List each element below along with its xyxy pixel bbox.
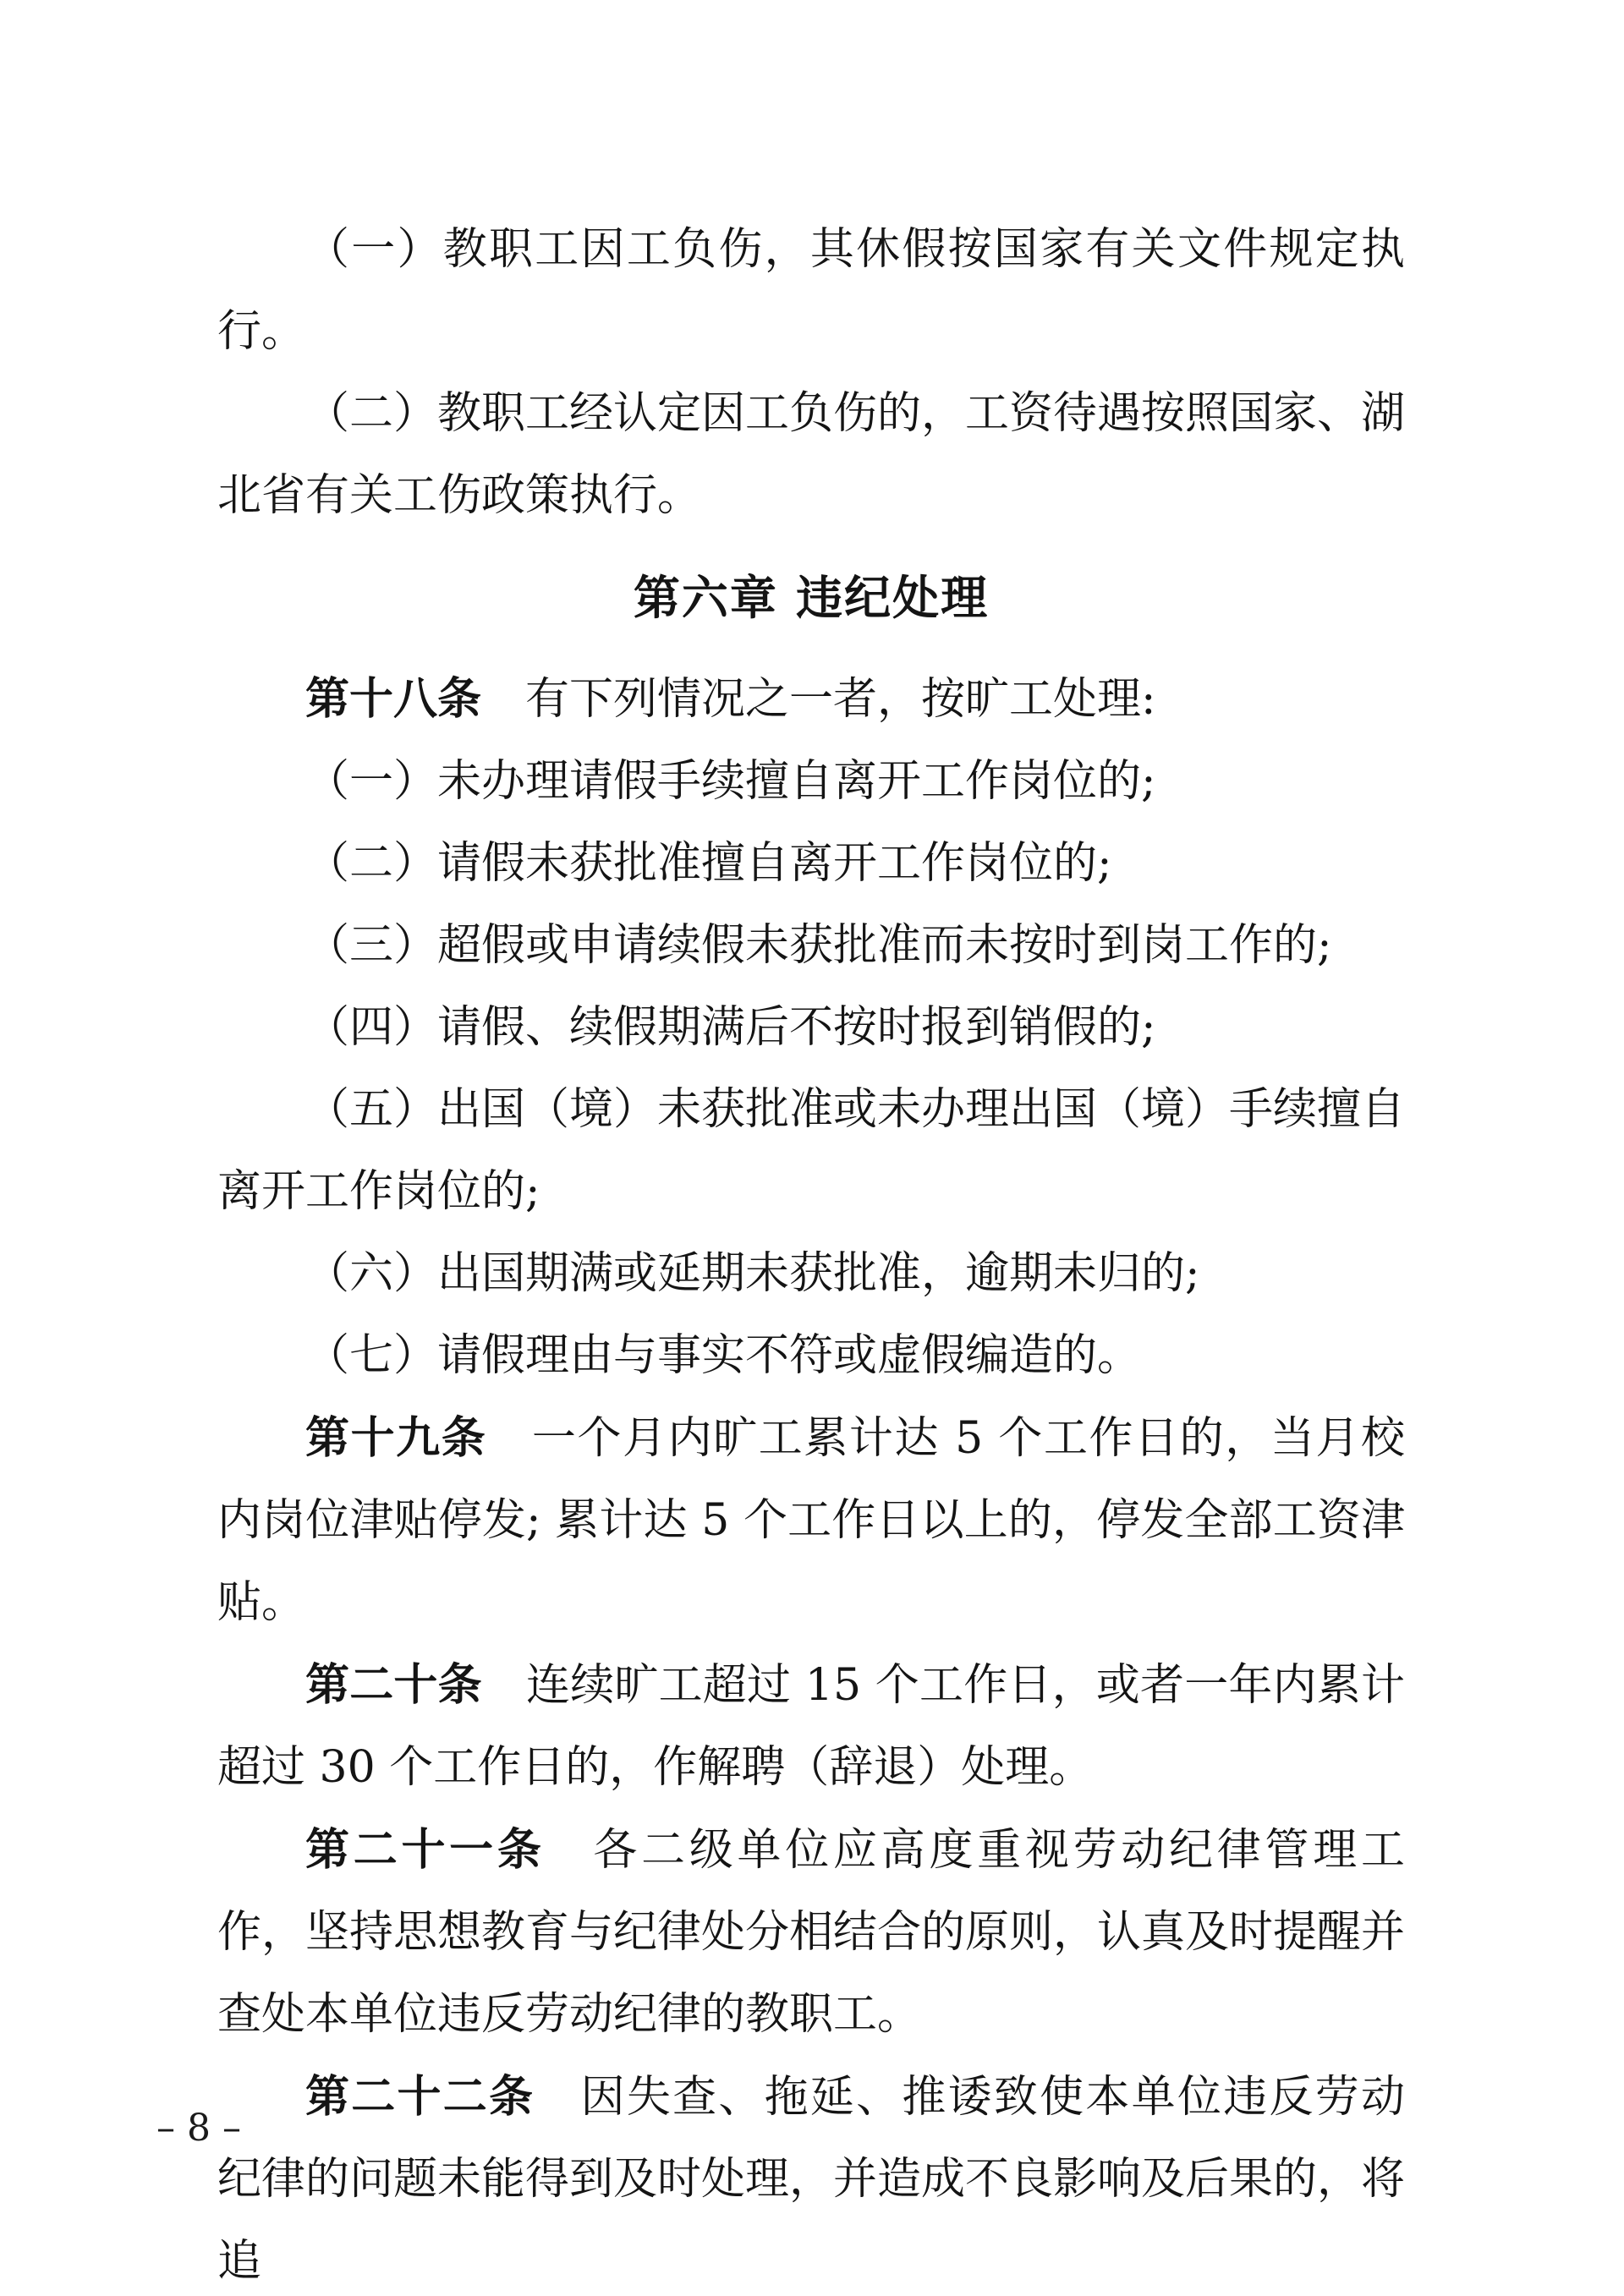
paragraph-text: （一）未办理请假手续擅自离开工作岗位的; bbox=[305, 756, 1156, 807]
paragraph-text: 各二级单位应高度重视劳动纪律管理工作，坚持思想教育与纪律处分相结合的原则，认真及时提醒并查处本单位违反劳动纪律的教职工。 bbox=[217, 1825, 1406, 2040]
article-number: 第二十一条 bbox=[305, 1824, 546, 1876]
list-item-paragraph bbox=[217, 1315, 1405, 1397]
article-number: 第二十二条 bbox=[305, 2071, 535, 2123]
paragraph-text: 有下列情况之一者，按旷工处理: bbox=[481, 674, 1156, 725]
article-number: 第二十条 bbox=[305, 1659, 482, 1711]
paragraph-text: 连续旷工超过 15 个工作日，或者一年内累计超过 30 个工作日的，作解聘（辞退）处理。 bbox=[217, 1660, 1405, 1793]
paragraph-text: （四）请假、续假期满后不按时报到销假的; bbox=[305, 1002, 1156, 1053]
paragraph-text: （六）出国期满或延期未获批准，逾期未归的; bbox=[305, 1248, 1200, 1299]
paragraph-text: 因失查、拖延、推诿致使本单位违反劳动纪律的问题未能得到及时处理，并造成不良影响及后果的，将追 bbox=[217, 2072, 1406, 2287]
chapter-heading: 第六章 违纪处理 bbox=[633, 571, 990, 625]
document-body bbox=[217, 209, 1405, 2296]
paragraph-text: （三）超假或申请续假未获批准而未按时到岗工作的; bbox=[305, 920, 1332, 971]
article-paragraph bbox=[217, 2056, 1405, 2296]
article-paragraph bbox=[217, 1397, 1405, 1644]
paragraph-text: （一）教职工因工负伤，其休假按国家有关文件规定执行。 bbox=[217, 224, 1405, 357]
article-paragraph bbox=[217, 658, 1405, 741]
list-item-paragraph bbox=[217, 987, 1405, 1069]
page-number: – 8 – bbox=[156, 2107, 241, 2150]
list-item-paragraph bbox=[217, 823, 1405, 905]
paragraph-text: （二）请假未获批准擅自离开工作岗位的; bbox=[305, 838, 1112, 889]
list-item-paragraph bbox=[217, 1233, 1405, 1315]
article-paragraph bbox=[217, 1644, 1405, 1809]
paragraph-text: （五）出国（境）未获批准或未办理出国（境）手续擅自离开工作岗位的; bbox=[217, 1084, 1406, 1217]
list-item-paragraph bbox=[217, 741, 1405, 823]
article-number: 第十八条 bbox=[305, 673, 482, 725]
list-item-paragraph bbox=[217, 905, 1405, 987]
paragraph bbox=[217, 209, 1405, 373]
list-item-paragraph bbox=[217, 1069, 1405, 1233]
paragraph-text: 一个月内旷工累计达 5 个工作日的，当月校内岗位津贴停发; 累计达 5 个工作日以上的，停发全部工资津贴。 bbox=[217, 1413, 1405, 1628]
paragraph-text: （七）请假理由与事实不符或虚假编造的。 bbox=[305, 1330, 1142, 1381]
article-paragraph bbox=[217, 1809, 1405, 2056]
paragraph-text: （二）教职工经认定因工负伤的，工资待遇按照国家、湖北省有关工伤政策执行。 bbox=[217, 388, 1406, 521]
paragraph bbox=[217, 373, 1405, 537]
article-number: 第十九条 bbox=[305, 1412, 487, 1464]
